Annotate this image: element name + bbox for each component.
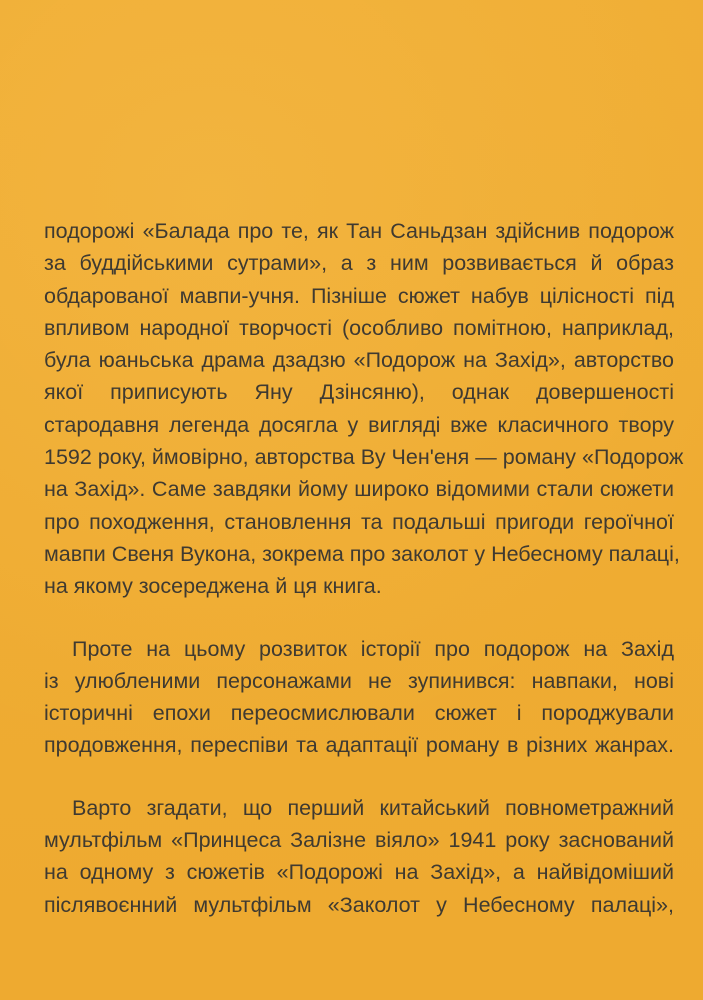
text-line: на якому зосереджена й ця книга.	[44, 574, 382, 599]
text-line: історичні епохи переосмислювали сюжет і породжували	[44, 701, 674, 726]
text-line: була юаньська драма дзадзю «Подорож на Захід», авторство	[44, 348, 674, 373]
text-line: продовження, переспіви та адаптації роману в різних жанрах.	[44, 733, 674, 758]
text-line: за буддійськими сутрами», а з ним розвивається й образ	[44, 251, 674, 276]
text-line: Варто згадати, що перший китайський повнометражний	[72, 795, 674, 820]
paragraph-gap	[44, 762, 674, 792]
text-line: стародавня легенда досягла у вигляді вже класичного твору	[44, 412, 674, 437]
text-line: 1592 року, ймовірно, авторства Ву Чен'еня — роману «Подорож	[44, 445, 684, 470]
text-line: мавпи Свеня Вукона, зокрема про заколот у Небесному палаці,	[44, 541, 680, 566]
text-line: впливом народної творчості (особливо помітною, наприклад,	[44, 315, 674, 340]
text-line: на одному з сюжетів «Подорожі на Захід», а найвідоміший	[44, 860, 674, 885]
text-line: Проте на цьому розвиток історії про подорож на Захід	[72, 636, 674, 661]
text-line: мультфільм «Принцеса Залізне віяло» 1941 року заснований	[44, 828, 674, 853]
paragraph-gap	[44, 603, 674, 633]
text-line: на Захід». Саме завдяки йому широко відомими стали сюжети	[44, 477, 674, 502]
body-text	[44, 215, 684, 921]
text-line: післявоєнний мультфільм «Заколот у Небесному палаці»,	[44, 892, 674, 917]
text-line: подорожі «Балада про те, як Тан Саньдзан здійснив подорож	[44, 219, 674, 243]
text-line: якої приписують Яну Дзінсяню), однак довершеності	[44, 380, 674, 405]
text-line: про походження, становлення та подальші пригоди героїчної	[44, 509, 674, 534]
text-line: обдарованої мавпи-учня. Пізніше сюжет набув цілісності під	[44, 283, 674, 308]
text-line: із улюбленими персонажами не зупинився: навпаки, нові	[44, 668, 674, 693]
